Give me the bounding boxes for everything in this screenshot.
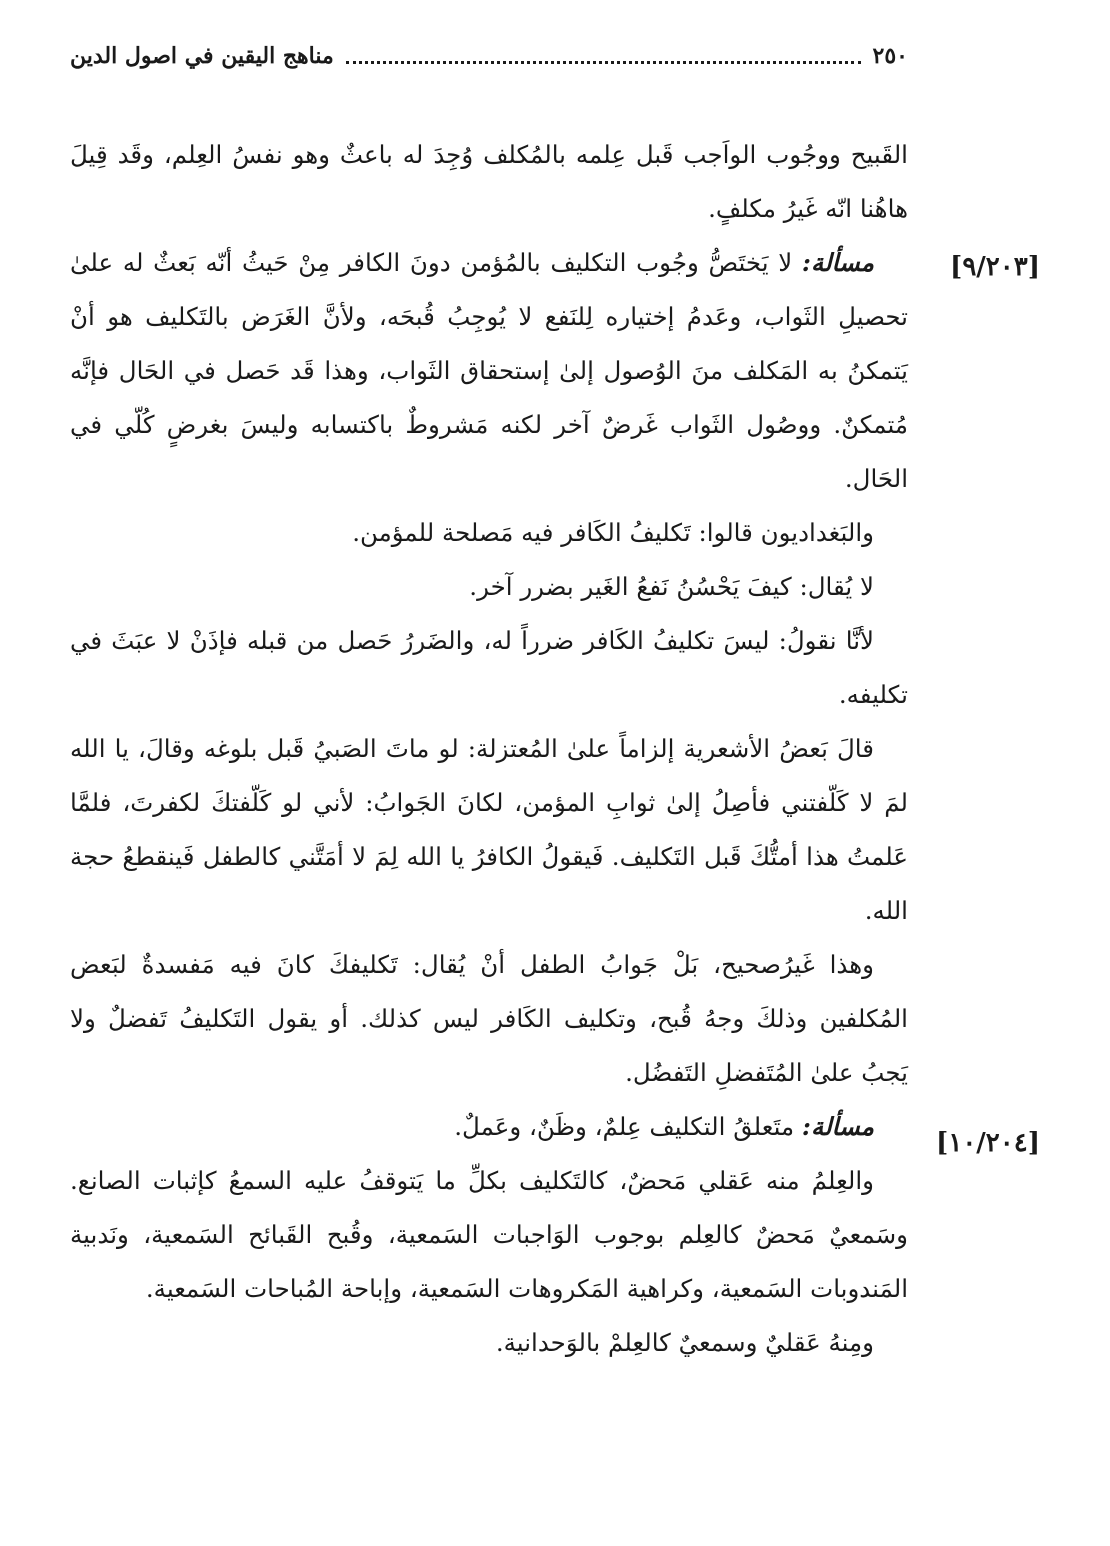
paragraph: القَبيح ووجُوب الواَجب قَبل عِلمه بالمُكلف وُجِدَ له باعثٌ وهو نفسُ العِلم، وقَد قِيلَ هاهُنا انّه غَيرُ مكلفٍ. bbox=[70, 140, 908, 223]
paragraph: لا يُقال: كيفَ يَحْسُنُ نَفعُ الغَير بضرر آخر. bbox=[469, 572, 874, 601]
book-title: مناهج اليقين في اصول الدين bbox=[70, 43, 334, 69]
running-header bbox=[70, 36, 908, 76]
paragraph-text: لا يَختَصُّ وجُوب التكليف بالمُؤمن دونَ الكافر مِنْ حَيثُ أنّه بَعثٌ له علىٰ تحصيلِ الثَواب، وعَدمُ إختياره لِلنَفع لا يُوجِبُ قُبحَه، ولأنَّ الغَرَض بالتَكليف هو أنْ يَتمكنُ به المَكلف منَ الوُصول إلىٰ إستحقاق الثَواب، وهذا قَد حَصل في الحَال فإنَّه مُتمكنٌ. ووصُول الثَواب غَرضٌ آخر لكنه مَشروطٌ باكتسابه وليسَ بغرضٍ كُلّي في الحَال. bbox=[70, 248, 908, 493]
paragraph: والبَغداديون قالوا: تَكليفُ الكَافر فيه مَصلحة للمؤمن. bbox=[352, 518, 874, 547]
page-number: ٢٥٠ bbox=[872, 43, 908, 69]
body-text bbox=[70, 128, 908, 1370]
issue-keyword: مسألة: bbox=[801, 248, 874, 277]
paragraph: والعِلمُ منه عَقلي مَحضٌ، كالتَكليف بكلِّ ما يَتوقفُ عليه السمعُ كإثبات الصانع. وسَمعيٌ مَحضٌ كالعِلم بوجوب الوَاجبات السَمعية، وقُبح القَبائح السَمعية، ونَدبية المَندوبات السَمعية، وكراهية المَكروهات السَمعية، وإباحة المُباحات السَمعية. bbox=[70, 1166, 908, 1303]
header-dot-leader bbox=[346, 61, 861, 64]
paragraph: وهذا غَيرُصحيح، بَلْ جَوابُ الطفل أنْ يُقال: تَكليفكَ كانَ فيه مَفسدةٌ لبَعض المُكلفين وذلكَ وجهُ قُبح، وتكليف الكَافر ليس كذلك. أو يقول التَكليفُ تَفضلٌ ولا يَجبُ علىٰ المُتَفضلِ التَفضُل. bbox=[70, 950, 908, 1087]
paragraph: لأنَّا نقولُ: ليسَ تكليفُ الكَافر ضرراً له، والضَررُ حَصل من قبله فإذَنْ لا عبَثَ في تكليفه. bbox=[70, 626, 908, 709]
paragraph-issue bbox=[70, 236, 908, 506]
paragraph: قالَ بَعضُ الأشعرية إلزاماً علىٰ المُعتزلة: لو ماتَ الصَبيُ قَبل بلوغه وقالَ، يا الله لمَ لا كَلّفتني فأصِلُ إلىٰ ثوابِ المؤمن، لكانَ الجَوابُ: لأني لو كَلّفتكَ لكفرتَ، فلمَّا عَلمتُ هذا أمتُّكَ قَبل التَكليف. فَيقولُ الكافرُ يا الله لِمَ لا أمَتَّني كالطفل فَينقطعُ حجة الله. bbox=[70, 734, 908, 925]
margin-reference: [٩/٢٠٣] bbox=[950, 252, 1040, 282]
paragraph: ومِنهُ عَقليٌ وسمعيٌ كالعِلمْ بالوَحدانية. bbox=[495, 1328, 874, 1357]
margin-reference: [١٠/٢٠٤] bbox=[936, 1128, 1040, 1158]
paragraph-text: متَعلقُ التكليف عِلمٌ، وظَنٌ، وعَملٌ. bbox=[454, 1112, 802, 1141]
issue-keyword: مسألة: bbox=[801, 1112, 874, 1141]
paragraph-issue bbox=[70, 1100, 908, 1154]
